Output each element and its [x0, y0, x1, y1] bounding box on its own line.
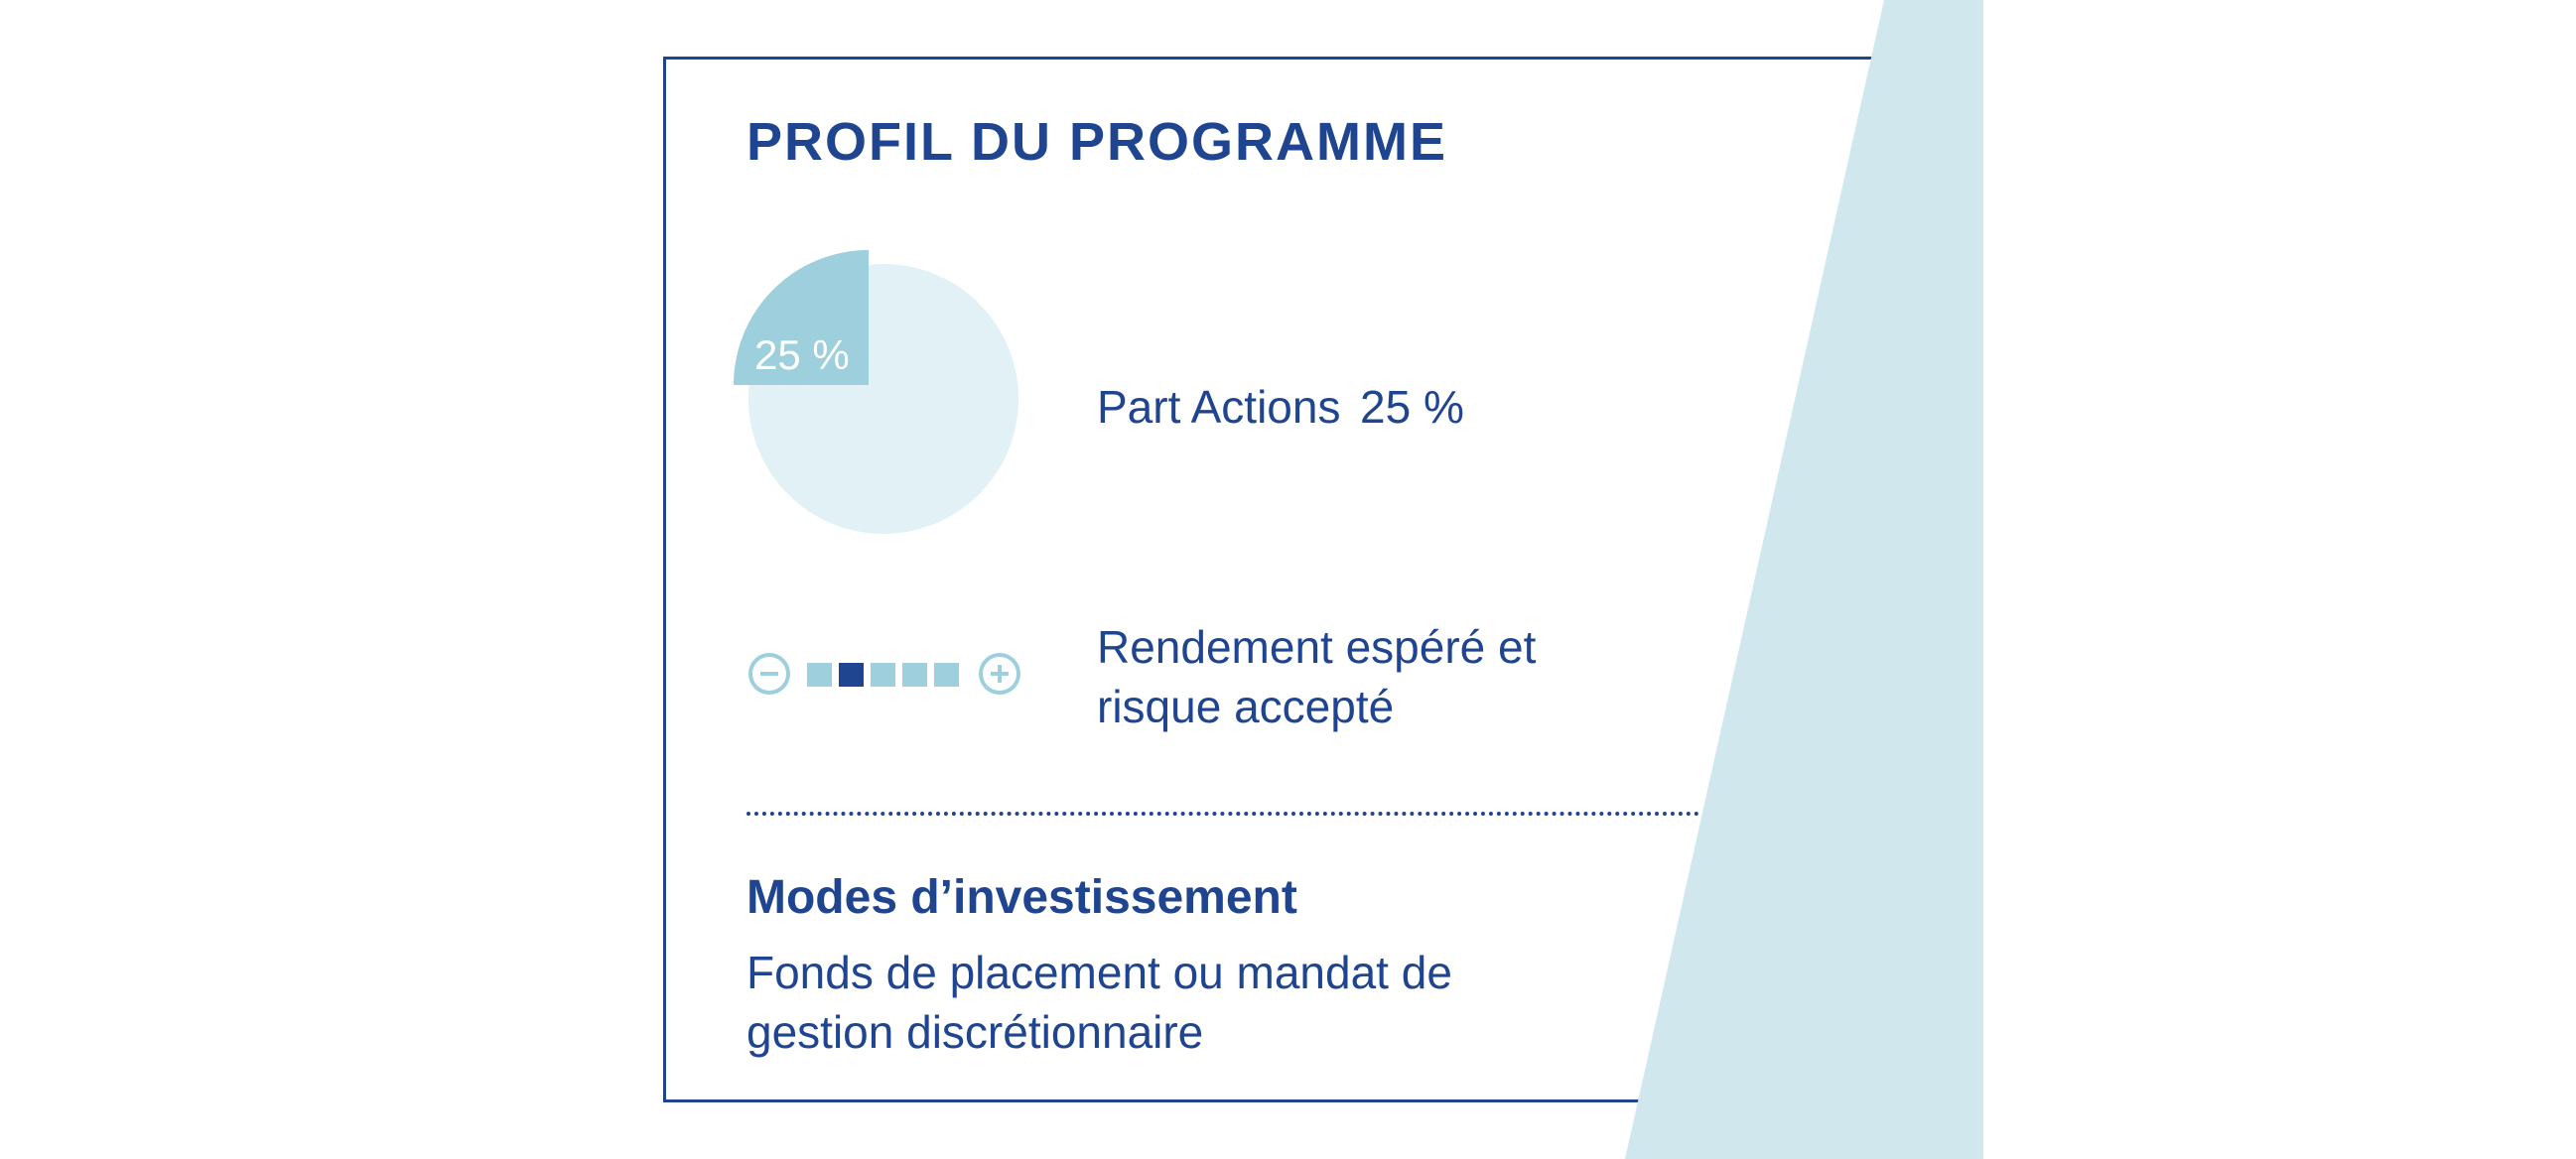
page-title: PROFIL DU PROGRAMME	[746, 112, 1448, 172]
pie-slice-label: 25 %	[754, 331, 850, 378]
risk-level-4	[902, 663, 927, 687]
risk-level-5	[934, 663, 959, 687]
risk-scale	[746, 649, 1024, 699]
risk-level-1	[807, 663, 832, 687]
minus-icon	[750, 655, 788, 693]
equity-share-value: 25 %	[1360, 381, 1464, 433]
investment-modes-text: Fonds de placement ou mandat de gestion discrétionnaire	[746, 947, 1452, 1058]
equity-share-label: Part Actions	[1097, 381, 1341, 433]
dotted-divider	[746, 812, 1699, 816]
risk-level-2	[839, 663, 864, 687]
equity-pie-chart	[727, 250, 1024, 548]
risk-level-3	[871, 663, 895, 687]
risk-return-label: Rendement espéré et risque accepté	[1097, 621, 1537, 732]
investment-modes-title: Modes d’investissement	[746, 871, 1297, 924]
plus-icon	[981, 655, 1018, 693]
